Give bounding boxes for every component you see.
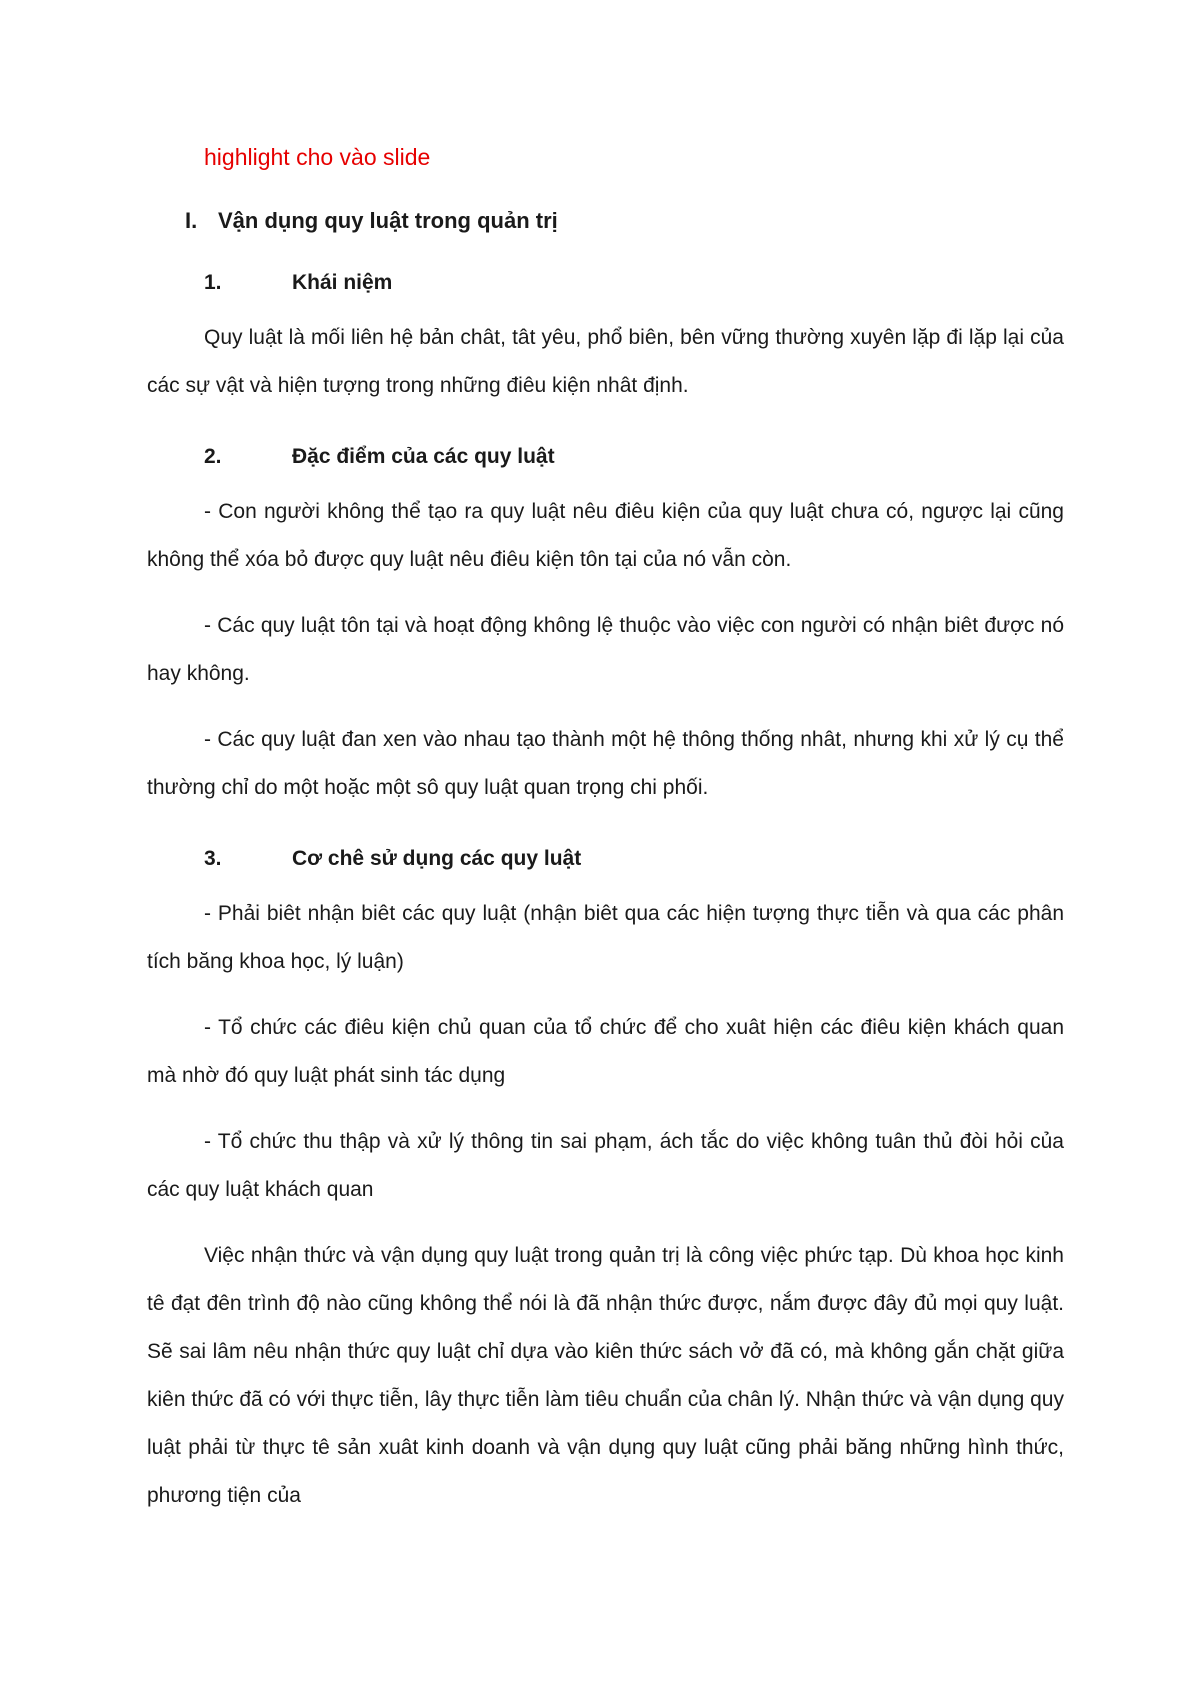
section-heading (147, 206, 1064, 236)
paragraph-feature-2: - Các quy luật tôn tại và hoạt động không lệ thuộc vào việc con người có nhận biêt được nó hay không. (147, 614, 1064, 685)
subsection-heading-2 (147, 442, 1064, 472)
subsection-title: Cơ chê sử dụng các quy luật (292, 847, 582, 870)
paragraph-mechanism-3: - Tổ chức thu thập và xử lý thông tin sai phạm, ách tắc do việc không tuân thủ đòi hỏi của các quy luật khách quan (147, 1130, 1064, 1201)
subsection-number: 1. (204, 271, 222, 294)
section-title: Vận dụng quy luật trong quản trị (218, 208, 558, 233)
subsection-title: Khái niệm (292, 271, 393, 294)
paragraph-feature-3: - Các quy luật đan xen vào nhau tạo thành một hệ thông thống nhât, nhưng khi xử lý cụ thể thường chỉ do một hoặc một sô quy luật quan trọng chi phối. (147, 728, 1064, 799)
document-body (147, 142, 1064, 1520)
section-number: I. (185, 208, 198, 233)
highlight-note: highlight cho vào slide (204, 144, 431, 170)
paragraph-definition: Quy luật là mối liên hệ bản chât, tât yêu, phổ biên, bên vững thường xuyên lặp đi lặp lại của các sự vật và hiện tượng trong những điêu kiện nhât định. (147, 326, 1064, 397)
subsection-number: 3. (204, 847, 222, 870)
paragraph-conclusion: Việc nhận thức và vận dụng quy luật trong quản trị là công việc phức tạp. Dù khoa học kinh tê đạt đên trình độ nào cũng không thể nói là đã nhận thức được, nắm được đây đủ mọi quy luật. Sẽ sai lâm nêu nhận thức quy luật chỉ dựa vào kiên thức sách vở đã có, mà không gắn chặt giữa kiên thức đã có với thực tiễn, lây thực tiễn làm tiêu chuẩn của chân lý. Nhận thức và vận dụng quy luật phải từ thực tê sản xuât kinh doanh và vận dụng quy luật cũng phải băng những hình thức, phương tiện của (147, 1244, 1064, 1507)
subsection-title: Đặc điểm của các quy luật (292, 445, 555, 468)
paragraph-mechanism-2: - Tổ chức các điêu kiện chủ quan của tổ chức để cho xuât hiện các điêu kiện khách quan mà nhờ đó quy luật phát sinh tác dụng (147, 1016, 1064, 1087)
subsection-heading-3 (147, 844, 1064, 874)
paragraph-feature-1: - Con người không thể tạo ra quy luật nêu điêu kiện của quy luật chưa có, ngược lại cũng không thể xóa bỏ được quy luật nêu điêu kiện tôn tại của nó vẫn còn. (147, 500, 1064, 571)
paragraph-mechanism-1: - Phải biêt nhận biêt các quy luật (nhận biêt qua các hiện tượng thực tiễn và qua các phân tích băng khoa học, lý luận) (147, 902, 1064, 973)
subsection-number: 2. (204, 445, 222, 468)
subsection-heading-1 (147, 268, 1064, 298)
